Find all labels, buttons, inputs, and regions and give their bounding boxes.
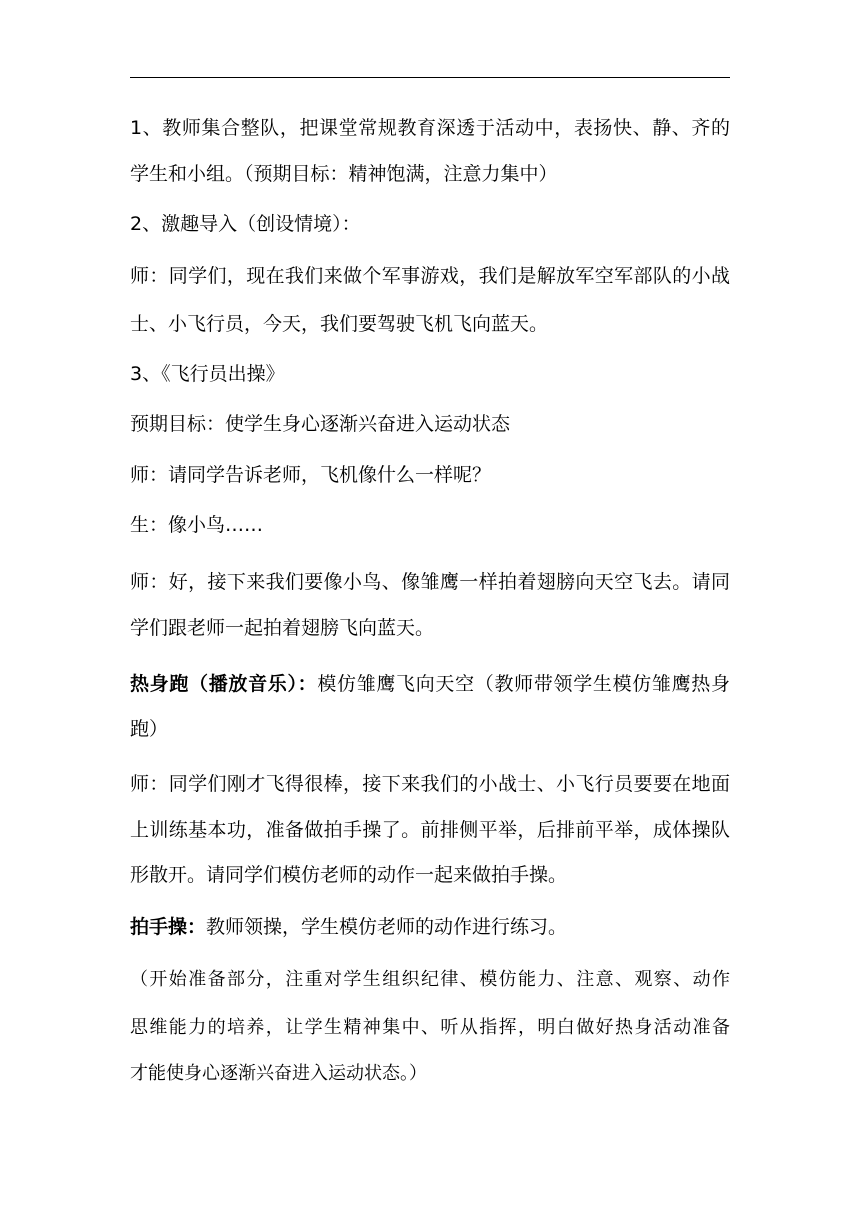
- paragraph-1-line-2: 学生和小组。（预期目标：精神饱满，注意力集中）: [130, 163, 558, 185]
- paragraph-2: 2、激趣导入（创设情境）：: [130, 213, 361, 235]
- paragraph-9-line-1-rest: 模仿雏鹰飞向天空（教师带领学生模仿雏鹰热身: [317, 673, 730, 695]
- paragraph-11-rest: 教师领操，学生模仿老师的动作进行练习。: [206, 916, 568, 938]
- paragraph-8-line-2: 学们跟老师一起拍着翅膀飞向蓝天。: [130, 617, 435, 639]
- paragraph-10-line-1: 师：同学们刚才飞得很棒，接下来我们的小战士、小飞行员要要在地面: [130, 773, 730, 795]
- paragraph-12-line-2: 思维能力的培养，让学生精神集中、听从指挥，明白做好热身活动准备: [130, 1017, 730, 1038]
- paragraph-9-line-1: [130, 662, 730, 706]
- paragraph-3-line-1: 师：同学们，现在我们来做个军事游戏，我们是解放军空军部队的小战: [130, 265, 730, 287]
- paragraph-7: 生：像小鸟……: [130, 514, 264, 536]
- paragraph-11: [130, 905, 730, 949]
- paragraph-12-line-1: （开始准备部分，注重对学生组织纪律、模仿能力、注意、观察、动作: [130, 969, 730, 990]
- paragraph-10-line-2: 上训练基本功，准备做拍手操了。前排侧平举，后排前平举，成体操队: [130, 819, 730, 841]
- paragraph-4: 3、《飞行员出操》: [130, 363, 285, 385]
- paragraph-1-line-1: 1、教师集合整队，把课堂常规教育深透于活动中，表扬快、静、齐的: [130, 117, 730, 139]
- paragraph-6: 师：请同学告诉老师，飞机像什么一样呢？: [130, 464, 492, 486]
- paragraph-9-bold-lead: 热身跑（播放音乐）：: [130, 673, 318, 695]
- paragraph-8-line-1: 师：好，接下来我们要像小鸟、像雏鹰一样拍着翅膀向天空飞去。请同: [130, 571, 730, 593]
- paragraph-10-line-3: 形散开。请同学们模仿老师的动作一起来做拍手操。: [130, 864, 568, 886]
- paragraph-3-line-2: 士、小飞行员，今天，我们要驾驶飞机飞向蓝天。: [130, 313, 549, 335]
- paragraph-9-line-2: 跑）: [130, 718, 169, 740]
- paragraph-5: 预期目标：使学生身心逐渐兴奋进入运动状态: [130, 413, 511, 435]
- header-rule: [130, 77, 730, 78]
- paragraph-12-line-3: 才能使身心逐渐兴奋进入运动状态。）: [130, 1063, 427, 1084]
- paragraph-11-bold-lead: 拍手操：: [130, 916, 207, 938]
